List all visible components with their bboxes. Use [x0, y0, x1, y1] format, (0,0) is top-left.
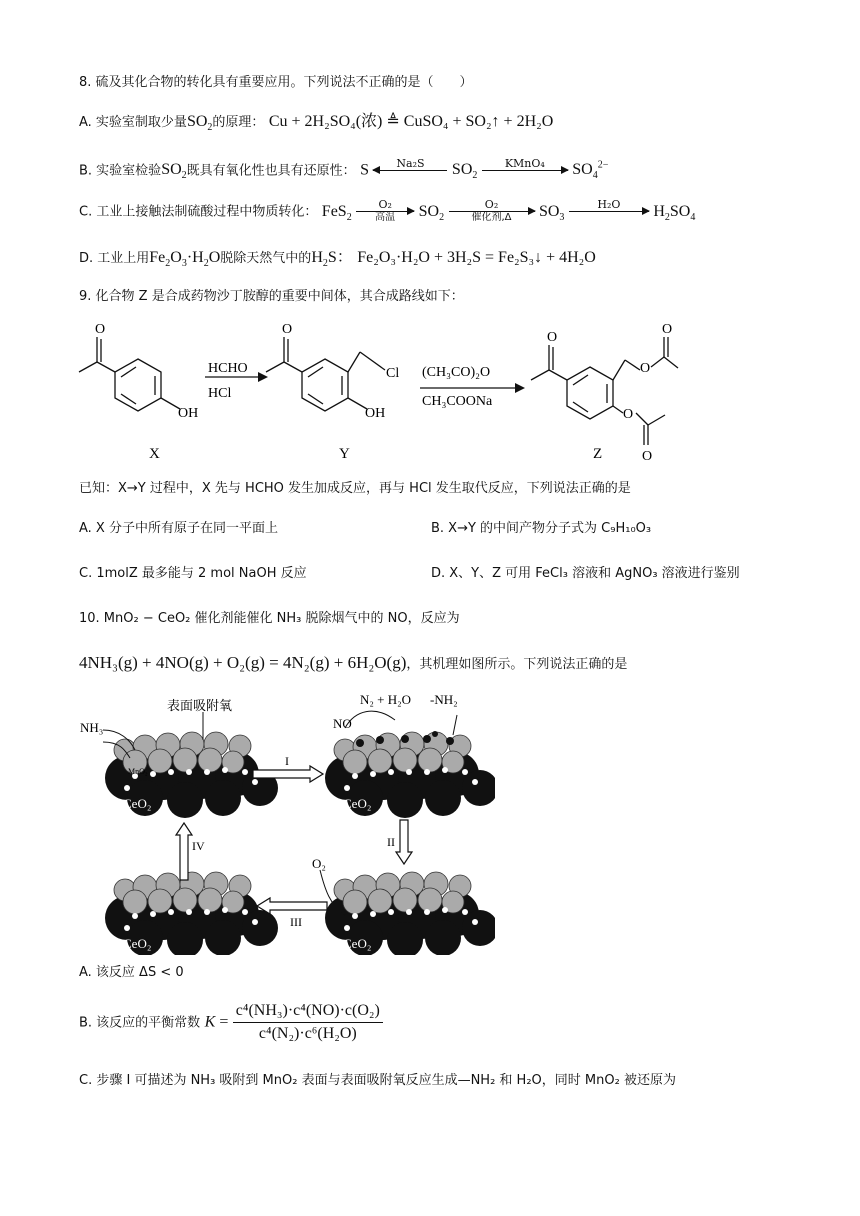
- q10-step3: III: [290, 915, 302, 929]
- q8-stem: 8. 硫及其化合物的转化具有重要应用。下列说法不正确的是（ ）: [79, 75, 473, 90]
- q10-option-c: C. 步骤 I 可描述为 NH₃ 吸附到 MnO₂ 表面与表面吸附氧反应生成—NH₂ 和 H₂O，同时 MnO₂ 被还原为: [79, 1073, 676, 1088]
- svg-text:O: O: [623, 407, 634, 422]
- q8-a-equation: Cu + 2H₂SO₄(浓) ≜ CuSO₄ + SO₂↑ + 2H₂O: [268, 113, 554, 130]
- q9-label-z: Z: [593, 446, 603, 462]
- q8-option-c: C. 工业上接触法制硫酸过程中物质转化： FeS$_2$ O₂ 高温 $SO_2$ O₂ 催化剂,Δ $SO_3$ H₂O $H_2SO_4$: [79, 198, 696, 223]
- svg-text:O: O: [662, 322, 673, 337]
- q9-reagent1-bottom: HCl: [208, 386, 232, 401]
- q8-c-arrow1: O₂ 高温: [356, 199, 414, 224]
- svg-text:O: O: [547, 330, 558, 345]
- q10-equation: 4NH₃(g) + 4NO(g) + O₂(g) = 4N₂(g) + 6H₂O(g): [79, 653, 407, 672]
- svg-text:O: O: [282, 322, 293, 337]
- svg-text:O: O: [95, 322, 106, 337]
- q8-c-arrow3: H₂O: [569, 199, 649, 224]
- q8-b-arrow-kmno4: KMnO₄: [482, 158, 568, 183]
- svg-text:CeO₂: CeO₂: [123, 936, 152, 951]
- svg-text:Cl: Cl: [386, 366, 400, 381]
- q9-synthesis-route: [70, 315, 790, 470]
- q9-option-d: D. X、Y、Z 可用 FeCl₃ 溶液和 AgNO₃ 溶液进行鉴别: [431, 566, 740, 581]
- svg-text:CeO₂: CeO₂: [343, 936, 372, 951]
- q10-fig-mno2: MnO₂: [128, 767, 148, 776]
- svg-text:OH: OH: [365, 406, 386, 421]
- q9-known: 已知：X→Y 过程中，X 先与 HCHO 发生加成反应，再与 HCl 发生取代反应，下列说法正确的是: [79, 481, 631, 496]
- q10-equation-line: 4NH₃(g) + 4NO(g) + O₂(g) = 4N₂(g) + 6H₂O(g)，其机理如图所示。下列说法正确的是: [79, 653, 628, 672]
- svg-text:CeO₂: CeO₂: [343, 796, 372, 811]
- q10-step4: IV: [192, 839, 205, 853]
- q8-option-d: D. 工业上用$Fe_2O_3\cdot H_2O$脱除天然气中的$H_2S$： Fe₂O₃·H₂O + 3H₂S = Fe₂S₃↓ + 4H₂O: [79, 249, 596, 270]
- q10-k-expression: $\frac{\text{c⁴(NH₃)·c⁴(NO)·c(O₂)}}{\text{c⁴(N₂)·c⁶(H₂O)}}$: [233, 1000, 383, 1045]
- q9-reagent2-bottom: CH₃COONa: [422, 394, 493, 409]
- q9-reagent2-top: (CH₃CO)₂O: [422, 365, 491, 380]
- q10-fig-nh2: -NH₂: [430, 692, 458, 707]
- q10-option-b: B. 该反应的平衡常数 K = $\frac{\text{c⁴(NH₃)·c⁴(NO)·c(O₂)}}{\text{c⁴(N₂)·c⁶(H₂O)}}$: [79, 1000, 383, 1045]
- q9-reagent1-top: HCHO: [208, 361, 248, 376]
- svg-text:OH: OH: [178, 406, 199, 421]
- q10-fig-n2h2o: N₂ + H₂O: [360, 692, 412, 707]
- q10-fig-ceo2: CeO₂: [123, 796, 152, 811]
- q8-d-equation: Fe₂O₃·H₂O + 3H₂S = Fe₂S₃↓ + 4H₂O: [357, 249, 596, 266]
- svg-text:O: O: [642, 449, 653, 464]
- q8-option-b: B. 实验室检验$SO_2$既具有氧化性也具有还原性： S Na₂S $SO_2$ KMnO₄ $SO_4^{2-}$: [79, 156, 609, 182]
- q10-step2: II: [387, 835, 395, 849]
- q9-label-x: X: [149, 446, 160, 462]
- q9-stem: 9. 化合物 Z 是合成药物沙丁胺醇的重要中间体，其合成路线如下：: [79, 289, 464, 304]
- svg-text:O: O: [640, 361, 651, 376]
- q10-stem: 10. MnO₂ − CeO₂ 催化剂能催化 NH₃ 脱除烟气中的 NO，反应为: [79, 611, 460, 626]
- q8-c-arrow2: O₂ 催化剂,Δ: [449, 199, 535, 224]
- q8-option-a: A. 实验室制取少量$SO_2$的原理： Cu + 2H₂SO₄(浓) ≜ CuSO₄ + SO₂↑ + 2H₂O: [79, 113, 554, 134]
- q10-step1: I: [285, 754, 289, 768]
- q10-fig-no: NO: [333, 716, 352, 731]
- q9-option-c: C. 1molZ 最多能与 2 mol NaOH 反应: [79, 566, 307, 581]
- q9-label-y: Y: [339, 446, 350, 462]
- q10-fig-surface-o: 表面吸附氧: [167, 698, 233, 713]
- q10-fig-nh3: NH₃: [80, 720, 104, 735]
- q10-fig-o2: O₂: [312, 856, 326, 871]
- q9-option-a: A. X 分子中所有原子在同一平面上: [79, 521, 278, 536]
- q8-b-arrow-na2s: Na₂S: [373, 158, 447, 183]
- q9-option-b: B. X→Y 的中间产物分子式为 C₉H₁₀O₃: [431, 521, 652, 536]
- q10-option-a: A. 该反应 ΔS < 0: [79, 965, 184, 980]
- q10-mechanism-figure: [75, 690, 495, 955]
